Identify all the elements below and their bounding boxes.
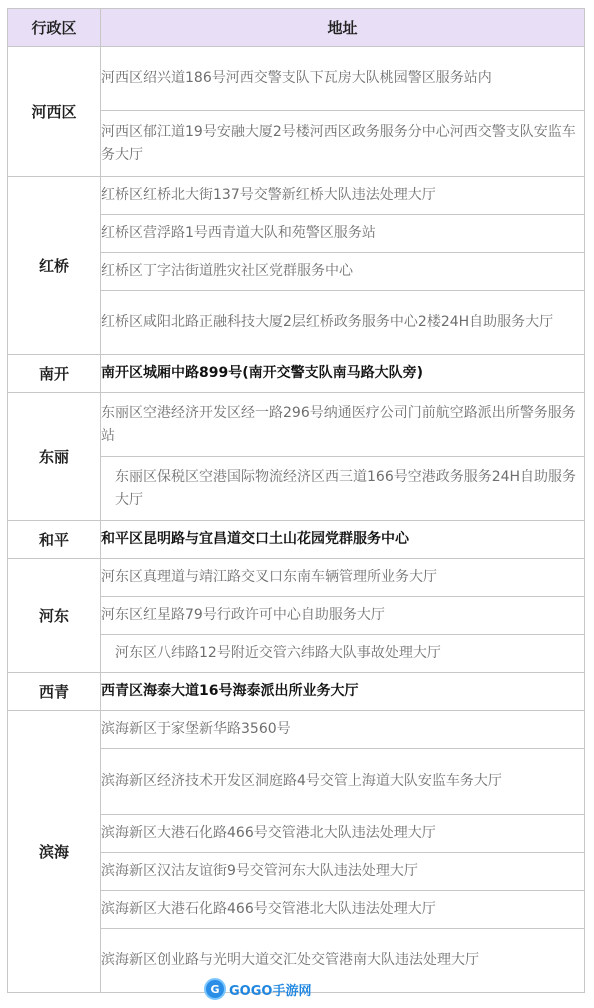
address-cell: 西青区海泰大道16号海泰派出所业务大厅 bbox=[101, 673, 585, 711]
address-cell: 滨海新区创业路与光明大道交汇处交管港南大队违法处理大厅 bbox=[101, 929, 585, 993]
district-column-header: 行政区 bbox=[8, 9, 101, 47]
address-cell: 和平区昆明路与宜昌道交口土山花园党群服务中心 bbox=[101, 521, 585, 559]
table-row bbox=[8, 673, 585, 711]
address-cell: 红桥区咸阳北路正融科技大厦2层红桥政务服务中心2楼24H自助服务大厅 bbox=[101, 291, 585, 355]
district-cell: 滨海 bbox=[8, 711, 101, 993]
address-cell: 滨海新区大港石化路466号交管港北大队违法处理大厅 bbox=[101, 891, 585, 929]
district-cell: 红桥 bbox=[8, 177, 101, 355]
address-column-header: 地址 bbox=[101, 9, 585, 47]
address-cell: 滨海新区大港石化路466号交管港北大队违法处理大厅 bbox=[101, 815, 585, 853]
table-row bbox=[8, 711, 585, 749]
district-cell: 东丽 bbox=[8, 393, 101, 521]
address-cell: 河西区绍兴道186号河西交警支队下瓦房大队桃园警区服务站内 bbox=[101, 47, 585, 111]
header-row bbox=[8, 9, 585, 47]
table-row bbox=[8, 355, 585, 393]
address-cell: 河东区红星路79号行政许可中心自助服务大厅 bbox=[101, 597, 585, 635]
address-cell: 南开区城厢中路899号(南开交警支队南马路大队旁) bbox=[101, 355, 585, 393]
address-cell: 红桥区红桥北大街137号交警新红桥大队违法处理大厅 bbox=[101, 177, 585, 215]
watermark-logo bbox=[204, 976, 324, 1002]
watermark-text: GOGO手游网 bbox=[229, 983, 312, 999]
address-cell: 河西区郁江道19号安融大厦2号楼河西区政务服务分中心河西交警支队安监车务大厅 bbox=[101, 111, 585, 177]
table-row bbox=[8, 559, 585, 597]
district-cell: 南开 bbox=[8, 355, 101, 393]
table-row bbox=[8, 521, 585, 559]
address-table bbox=[7, 8, 585, 993]
address-cell: 滨海新区于家堡新华路3560号 bbox=[101, 711, 585, 749]
gogo-logo-icon: G bbox=[204, 978, 226, 1000]
table-row bbox=[8, 47, 585, 111]
district-cell: 和平 bbox=[8, 521, 101, 559]
district-cell: 河东 bbox=[8, 559, 101, 673]
address-cell: 河东区真理道与靖江路交叉口东南车辆管理所业务大厅 bbox=[101, 559, 585, 597]
address-cell: 滨海新区经济技术开发区洞庭路4号交管上海道大队安监车务大厅 bbox=[101, 749, 585, 815]
table-row bbox=[8, 177, 585, 215]
address-cell: 红桥区丁字沽街道胜灾社区党群服务中心 bbox=[101, 253, 585, 291]
district-cell: 西青 bbox=[8, 673, 101, 711]
address-cell: 东丽区空港经济开发区经一路296号纳通医疗公司门前航空路派出所警务服务站 bbox=[101, 393, 585, 457]
table-row bbox=[8, 393, 585, 457]
address-cell: 滨海新区汉沽友谊街9号交管河东大队违法处理大厅 bbox=[101, 853, 585, 891]
address-cell: 河东区八纬路12号附近交管六纬路大队事故处理大厅 bbox=[101, 635, 585, 673]
district-cell: 河西区 bbox=[8, 47, 101, 177]
address-cell: 东丽区保税区空港国际物流经济区西三道166号空港政务服务24H自助服务大厅 bbox=[101, 457, 585, 521]
address-cell: 红桥区营浮路1号西青道大队和苑警区服务站 bbox=[101, 215, 585, 253]
